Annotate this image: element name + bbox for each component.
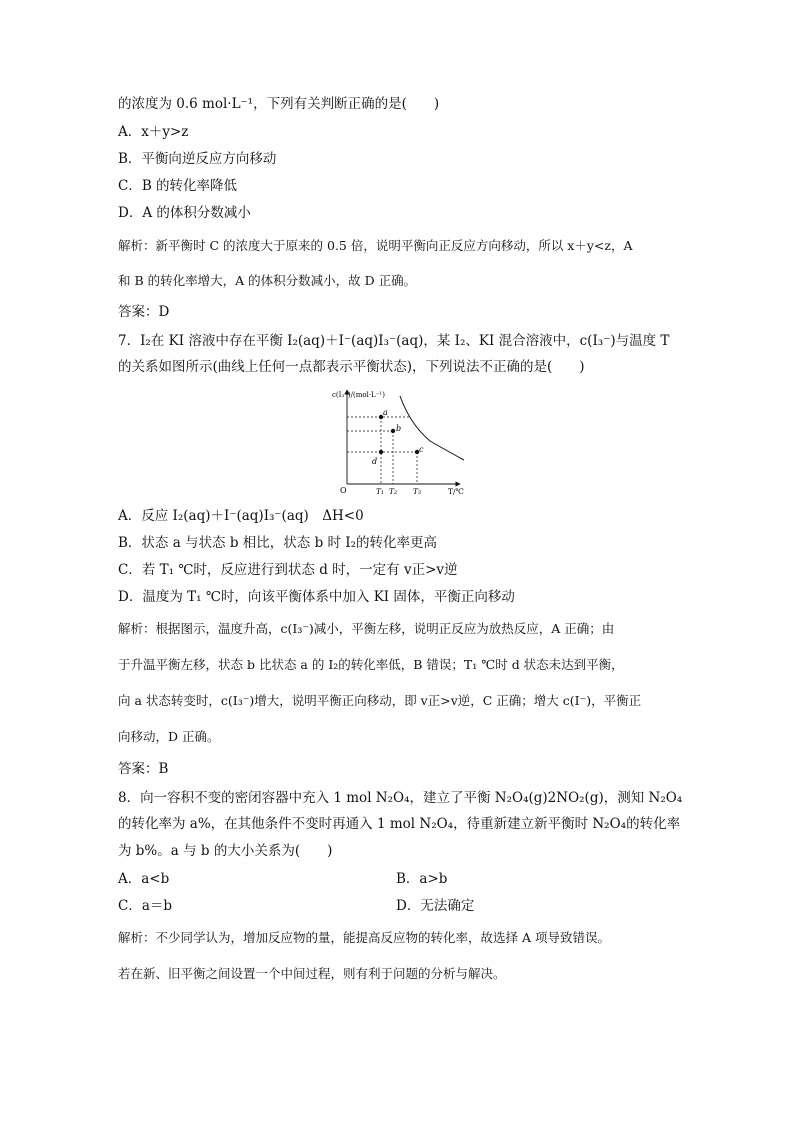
chart-x-label: T/℃	[448, 487, 464, 496]
equilibrium-graph	[330, 386, 470, 500]
q7-option-c: C．若 T₁ ℃时，反应进行到状态 d 时，一定有 v正>v逆	[118, 562, 458, 578]
tick-t1: T₁	[376, 487, 385, 496]
q6-option-b: B．平衡向逆反应方向移动	[118, 151, 277, 167]
q7-option-d: D．温度为 T₁ ℃时，向该平衡体系中加入 KI 固体，平衡正向移动	[118, 589, 515, 605]
q6-option-a: A．x＋y>z	[118, 124, 189, 140]
point-c-label: c	[419, 445, 424, 454]
equilibrium-curve	[400, 396, 464, 460]
point-b-label: b	[396, 424, 402, 433]
chart-origin: O	[340, 486, 347, 495]
q7-explanation-line-3: 向 a 状态转变时，c(I₃⁻)增大，说明平衡正向移动，即 v正>v逆，C 正确；增大 c(I⁻)，平衡正	[118, 693, 642, 708]
q6-explanation-line-2: 和 B 的转化率增大，A 的体积分数减小，故 D 正确。	[118, 273, 417, 288]
q6-answer: 答案：D	[118, 304, 170, 320]
q8-stem-line-2: 的转化率为 a%，在其他条件不变时再通入 1 mol N₂O₄，待重新建立新平衡时 N₂O₄的转化率	[118, 816, 681, 832]
q8-stem-line-1: 8．向一容积不变的密闭容器中充入 1 mol N₂O₄，建立了平衡 N₂O₄(g)2NO₂(g)，测知 N₂O₄	[118, 790, 683, 806]
q8-stem-line-3: 为 b%。a 与 b 的大小关系为( )	[118, 843, 333, 859]
q8-option-c: C．a＝b	[118, 898, 173, 914]
tick-t2: T₂	[389, 487, 398, 496]
q8-option-b: B．a>b	[396, 871, 448, 887]
q7-stem-line-1: 7．I₂在 KI 溶液中存在平衡 I₂(aq)＋I⁻(aq)I₃⁻(aq)，某 I₂、KI 混合溶液中，c(I₃⁻)与温度 T	[118, 333, 670, 349]
q6-option-c: C．B 的转化率降低	[118, 178, 238, 194]
q6-explanation-line-1: 解析：新平衡时 C 的浓度大于原来的 0.5 倍，说明平衡向正反应方向移动，所以 x＋y<z，A	[118, 238, 633, 253]
q7-answer: 答案：B	[118, 761, 169, 777]
point-b	[391, 429, 395, 433]
point-a-label: a	[383, 408, 388, 417]
q8-explanation-line-1: 解析：不少同学认为，增加反应物的量，能提高反应物的转化率，故选择 A 项导致错误。	[118, 930, 610, 945]
q6-option-d: D．A 的体积分数减小	[118, 205, 251, 221]
chart-y-label: c(I₃⁻)/(mol·L⁻¹)	[332, 391, 385, 399]
q7-option-a: A．反应 I₂(aq)＋I⁻(aq)I₃⁻(aq) ΔH<0	[118, 508, 364, 524]
q6-stem-end: 的浓度为 0.6 mol·L⁻¹，下列有关判断正确的是( )	[118, 96, 440, 112]
q7-explanation-line-1: 解析：根据图示，温度升高，c(I₃⁻)减小，平衡左移，说明正反应为放热反应，A 正确；由	[118, 621, 615, 636]
q7-explanation-line-4: 向移动，D 正确。	[118, 729, 220, 744]
q8-explanation-line-2: 若在新、旧平衡之间设置一个中间过程，则有利于问题的分析与解决。	[118, 966, 506, 981]
q8-option-a: A．a<b	[118, 871, 170, 887]
q7-stem-line-2: 的关系如图所示(曲线上任何一点都表示平衡状态)，下列说法不正确的是( )	[118, 359, 585, 375]
point-d-label: d	[372, 457, 378, 466]
point-d	[379, 450, 383, 454]
tick-t3: T₃	[413, 487, 422, 496]
q7-option-b: B．状态 a 与状态 b 相比，状态 b 时 I₂的转化率更高	[118, 535, 438, 551]
q8-option-d: D．无法确定	[396, 898, 475, 914]
q7-explanation-line-2: 于升温平衡左移，状态 b 比状态 a 的 I₂的转化率低，B 错误；T₁ ℃时 d 状态未达到平衡，	[118, 657, 624, 672]
